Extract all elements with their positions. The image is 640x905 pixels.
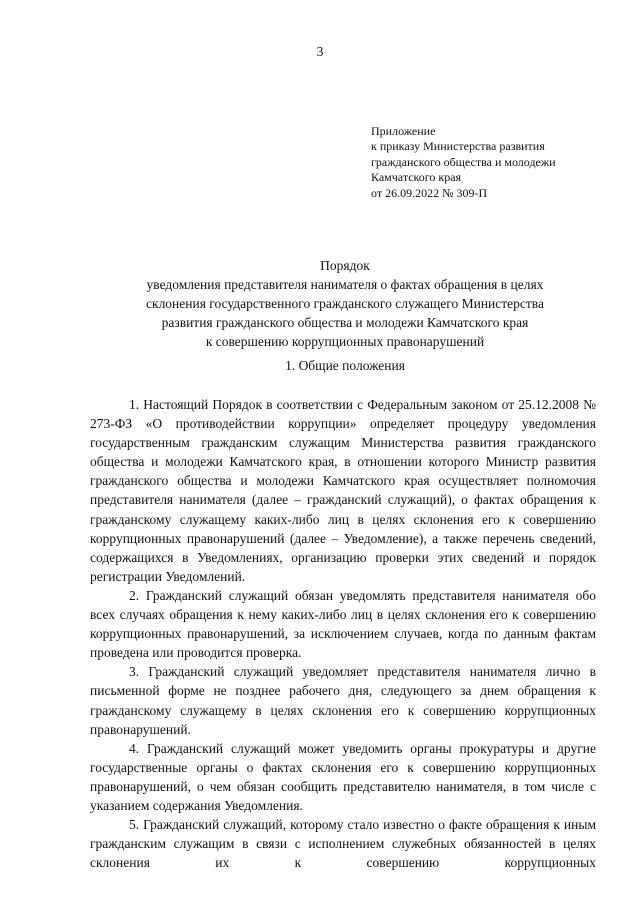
title-line: к совершению коррупционных правонарушений bbox=[205, 334, 485, 349]
appendix-line: Камчатского края bbox=[371, 170, 462, 185]
section-heading: 1. Общие положения bbox=[285, 358, 405, 373]
title-line: склонения государственного гражданского служащего Министерства bbox=[146, 296, 544, 311]
appendix-line: гражданского общества и молодежи bbox=[371, 154, 556, 169]
appendix-line: от 26.09.2022 № 309-П bbox=[371, 185, 488, 200]
title-line: Порядок bbox=[320, 258, 370, 273]
appendix-line: Приложение bbox=[371, 124, 436, 138]
title-line: уведомления представителя нанимателя о фактах обращения в целях bbox=[146, 277, 544, 292]
appendix-block bbox=[371, 124, 621, 201]
document-title bbox=[80, 256, 610, 351]
paragraph-2: 2. Гражданский служащий обязан уведомлять представителя нанимателя обо всех случаях обращения к нему каких-либо лиц в целях склонения его к совершению коррупционных правонарушений, за исключением случаев, когда по данным фактам проведена или проводится проверка. bbox=[90, 587, 596, 661]
appendix-line: к приказу Министерства развития bbox=[371, 139, 545, 154]
title-line: развития гражданского общества и молодежи Камчатского края bbox=[161, 315, 529, 330]
page-number: 3 bbox=[316, 44, 324, 59]
paragraph-4: 4. Гражданский служащий может уведомить органы прокуратуры и другие государственные органы о фактах склонения его к совершению коррупционных правонарушений, о чем обязан сообщить представителю нанимателя, в том числе с указанием содержания Уведомления. bbox=[90, 740, 596, 813]
paragraph-5: 5. Гражданский служащий, которому стало известно о факте обращения к иным гражданским служащим в связи с исполнением служебных обязанностей в целях склонения их к совершению коррупционных bbox=[90, 817, 596, 871]
paragraph-1: 1. Настоящий Порядок в соответствии с Федеральным законом от 25.12.2008 № 273-ФЗ «О противодействии коррупции» определяет процедуру уведомления государственным гражданским служащим Министерства развития гражданского общества и молодежи Камчатского края, в отношении которого Министр развития гражданского общества и молодежи Камчатского края осуществляет полномочия представителя нанимателя (далее – гражданский служащий), о фактах обращения к гражданскому служащему каких-либо лиц в целях склонения его к совершению коррупционных правонарушений (далее – Уведомление), а также перечень сведений, содержащихся в Уведомлениях, организацию проверки этих сведений и порядок регистрации Уведомлений. bbox=[90, 397, 596, 584]
paragraph-3: 3. Гражданский служащий уведомляет представителя нанимателя лично в письменной форме не позднее рабочего дня, следующего за днем обращения к гражданскому служащему в целях склонения его к совершению коррупционных правонарушений. bbox=[90, 664, 596, 737]
body-text bbox=[90, 395, 596, 872]
